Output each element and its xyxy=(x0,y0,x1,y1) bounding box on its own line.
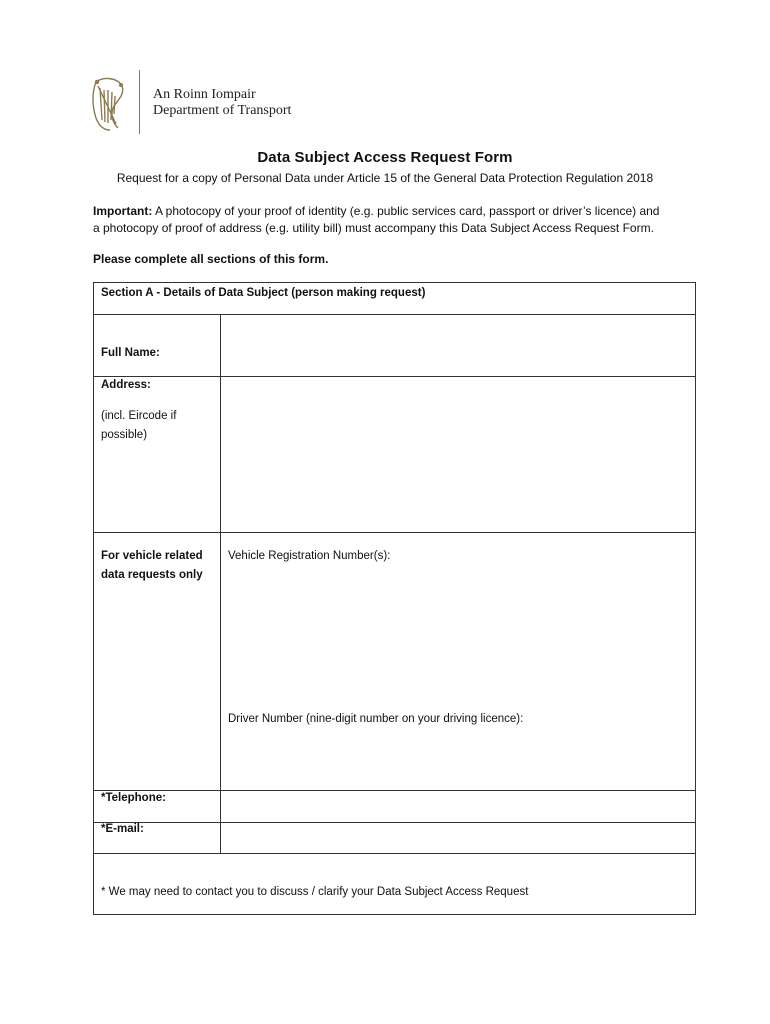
telephone-field[interactable] xyxy=(221,791,695,822)
contact-footnote: * We may need to contact you to discuss / clarify your Data Subject Access Request xyxy=(101,886,529,898)
vehicle-registration-label: Vehicle Registration Number(s): xyxy=(228,550,391,562)
important-label: Important: xyxy=(93,204,153,218)
email-field[interactable] xyxy=(221,823,695,853)
form-subtitle: Request for a copy of Personal Data under Article 15 of the General Data Protection Regulation 2018 xyxy=(116,171,654,185)
department-name xyxy=(153,87,291,119)
important-notice xyxy=(93,203,663,236)
vehicle-registration-field[interactable] xyxy=(228,569,688,699)
address-hint: (incl. Eircode if possible) xyxy=(101,410,177,441)
address-field[interactable] xyxy=(221,377,695,532)
form-title: Data Subject Access Request Form xyxy=(257,149,513,166)
row-divider xyxy=(94,532,695,533)
row-divider xyxy=(94,853,695,854)
email-label: *E-mail: xyxy=(101,823,144,835)
department-name-english: Department of Transport xyxy=(153,103,292,118)
address-label: Address: xyxy=(101,379,151,391)
header-divider xyxy=(139,70,140,134)
full-name-field[interactable] xyxy=(221,315,695,376)
important-text: A photocopy of your proof of identity (e.g. public services card, passport or driver’s licence) and a photocopy of proof of address (e.g. utility bill) must accompany this Data Subject Access Request Form. xyxy=(93,204,660,235)
section-a-table xyxy=(93,282,696,915)
department-name-irish: An Roinn Iompair xyxy=(153,87,256,102)
section-a-heading: Section A - Details of Data Subject (person making request) xyxy=(101,287,426,299)
driver-number-label: Driver Number (nine-digit number on your driving licence): xyxy=(228,713,524,725)
vehicle-section-label: For vehicle related data requests only xyxy=(101,550,203,581)
full-name-label: Full Name: xyxy=(101,347,160,359)
telephone-label: *Telephone: xyxy=(101,792,166,804)
harp-crest-icon xyxy=(88,76,128,132)
driver-number-field[interactable] xyxy=(228,733,688,785)
complete-all-note: Please complete all sections of this form. xyxy=(93,252,329,266)
